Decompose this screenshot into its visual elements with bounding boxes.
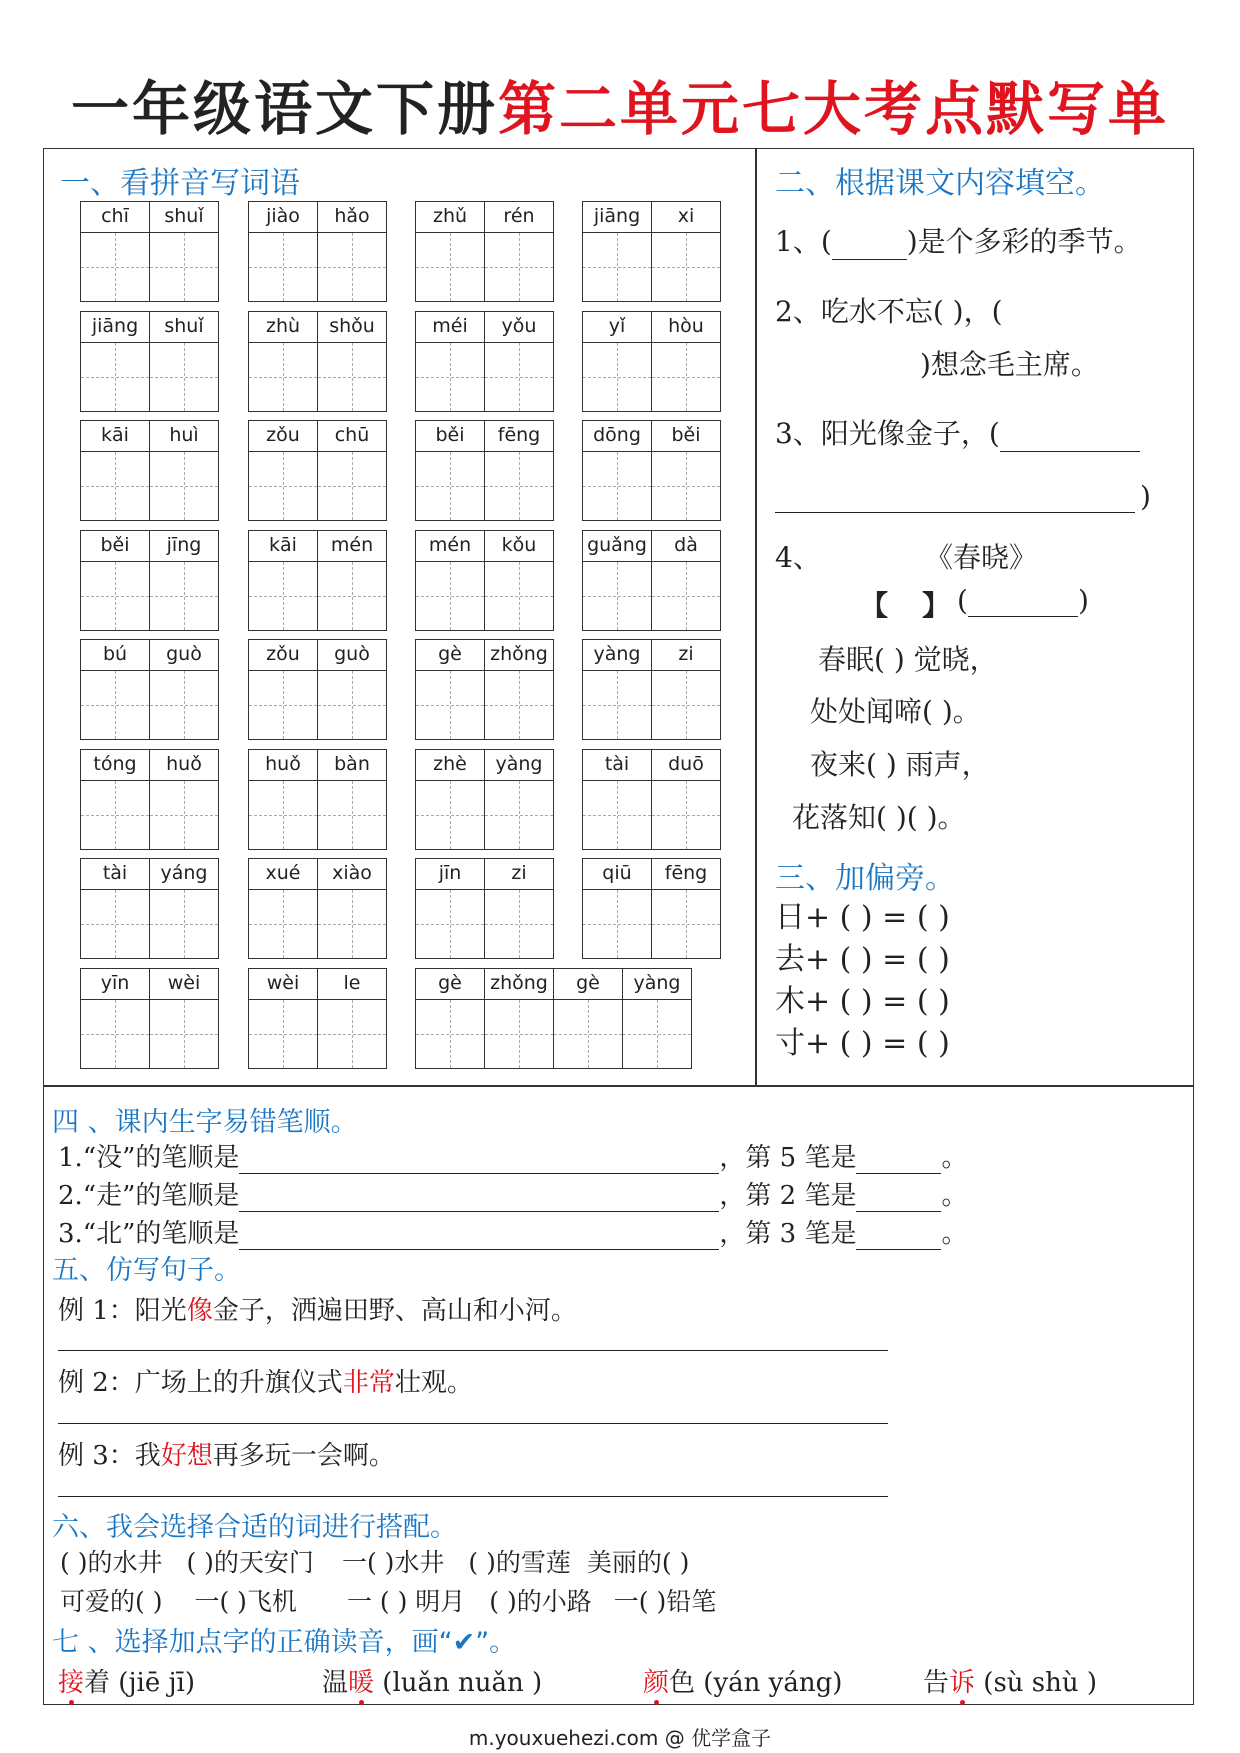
section5-title: 五、仿写句子。 — [52, 1255, 241, 1286]
fill-q3-line1: 3、阳光像金子，( — [775, 412, 1140, 452]
pinyin-cell[interactable] — [651, 749, 721, 850]
grid-guide-horizontal — [81, 815, 149, 816]
pinyin-cell[interactable] — [415, 311, 485, 412]
poem-line-3: 夜来( ) 雨声， — [810, 748, 990, 781]
title-part1: 一年级语文下册 — [70, 75, 498, 143]
pinyin-cell[interactable] — [582, 858, 652, 959]
grid-guide-horizontal — [318, 596, 386, 597]
grid-guide-horizontal — [416, 267, 484, 268]
grid-guide-horizontal — [554, 1034, 622, 1035]
grid-guide-horizontal — [583, 705, 651, 706]
pinyin-label: běi — [416, 421, 484, 452]
pinyin-cell[interactable] — [248, 530, 318, 631]
pinyin-label: hǎo — [318, 202, 386, 233]
pinyin-label: wèi — [249, 969, 317, 1000]
grid-guide-horizontal — [583, 924, 651, 925]
poem-author-bracket-left: 【 — [860, 589, 889, 622]
pinyin-label: xiào — [318, 859, 386, 890]
grid-guide-horizontal — [249, 1034, 317, 1035]
pinyin-label: gè — [554, 969, 622, 1000]
fill-q2-line1: 2、吃水不忘( )，( — [775, 295, 1003, 328]
grid-guide-horizontal — [652, 377, 720, 378]
grid-guide-horizontal — [416, 377, 484, 378]
answer-line-1 — [58, 1350, 888, 1351]
pinyin-label: jiāng — [81, 312, 149, 343]
pinyin-label: zǒu — [249, 421, 317, 452]
grid-guide-horizontal — [583, 596, 651, 597]
pinyin-cell[interactable] — [484, 639, 554, 740]
pinyin-label: huǒ — [150, 750, 218, 781]
grid-guide-horizontal — [81, 596, 149, 597]
pinyin-label: wèi — [150, 969, 218, 1000]
pinyin-cell[interactable] — [415, 530, 485, 631]
pinyin-label: zhǔ — [416, 202, 484, 233]
grid-guide-horizontal — [416, 596, 484, 597]
pinyin-cell[interactable] — [582, 749, 652, 850]
pinyin-cell[interactable] — [149, 420, 219, 521]
poem-line-1: 春眠( ) 觉晓， — [818, 643, 998, 676]
grid-guide-horizontal — [81, 705, 149, 706]
stroke-row-3: 3.“北”的笔顺是 ，第 3 笔是 。 — [58, 1219, 968, 1249]
pinyin-label: gè — [416, 969, 484, 1000]
pinyin-label: shuǐ — [150, 202, 218, 233]
pinyin-cell[interactable] — [248, 858, 318, 959]
pinyin-label: fēng — [485, 421, 553, 452]
grid-guide-horizontal — [583, 486, 651, 487]
reading-item-4: 告诉 (sù shù ) — [923, 1668, 1098, 1698]
pinyin-label: tài — [583, 750, 651, 781]
reading-item-3: 颜色 (yán yáng) — [643, 1668, 843, 1698]
pinyin-cell[interactable] — [80, 311, 150, 412]
pinyin-cell[interactable] — [582, 311, 652, 412]
grid-guide-horizontal — [583, 267, 651, 268]
section2-title: 二、根据课文内容填空。 — [775, 166, 1105, 201]
grid-guide-horizontal — [485, 924, 553, 925]
radical-row-3: 木+ ( ) = ( ) — [775, 984, 950, 1019]
pinyin-cell[interactable] — [651, 639, 721, 740]
pinyin-cell[interactable] — [484, 968, 554, 1069]
answer-line-3 — [58, 1496, 888, 1497]
grid-guide-horizontal — [150, 924, 218, 925]
grid-guide-horizontal — [318, 815, 386, 816]
pinyin-label: jiào — [249, 202, 317, 233]
pinyin-cell[interactable] — [248, 201, 318, 302]
grid-guide-horizontal — [150, 596, 218, 597]
grid-guide-horizontal — [485, 705, 553, 706]
grid-guide-horizontal — [416, 924, 484, 925]
pinyin-label: guò — [318, 640, 386, 671]
grid-guide-horizontal — [652, 267, 720, 268]
pinyin-cell[interactable] — [149, 201, 219, 302]
pinyin-label: guǎng — [583, 531, 651, 562]
fill-q4-num: 4、 — [775, 541, 821, 574]
pinyin-label: kāi — [81, 421, 149, 452]
pinyin-label: mén — [318, 531, 386, 562]
pinyin-cell[interactable] — [317, 968, 387, 1069]
pinyin-label: bú — [81, 640, 149, 671]
grid-guide-horizontal — [81, 1034, 149, 1035]
grid-guide-horizontal — [416, 815, 484, 816]
pinyin-cell[interactable] — [248, 420, 318, 521]
grid-guide-horizontal — [150, 377, 218, 378]
grid-guide-horizontal — [249, 705, 317, 706]
pinyin-cell[interactable] — [149, 311, 219, 412]
poem-line-2: 处处闻啼( )。 — [810, 695, 981, 728]
grid-guide-horizontal — [150, 705, 218, 706]
pinyin-cell[interactable] — [651, 858, 721, 959]
pinyin-cell[interactable] — [80, 201, 150, 302]
grid-guide-horizontal — [485, 1034, 553, 1035]
radical-row-4: 寸+ ( ) = ( ) — [775, 1026, 950, 1061]
grid-guide-horizontal — [150, 267, 218, 268]
pinyin-cell[interactable] — [149, 858, 219, 959]
pinyin-label: yàng — [583, 640, 651, 671]
pinyin-cell[interactable] — [484, 201, 554, 302]
grid-guide-horizontal — [416, 486, 484, 487]
pinyin-cell[interactable] — [317, 420, 387, 521]
pinyin-cell[interactable] — [415, 968, 485, 1069]
grid-guide-horizontal — [652, 596, 720, 597]
example-2: 例 2：广场上的升旗仪式非常壮观。 — [58, 1368, 473, 1398]
grid-guide-horizontal — [485, 596, 553, 597]
fill-q3-blank — [775, 512, 1135, 513]
pinyin-cell[interactable] — [484, 420, 554, 521]
pinyin-label: jīng — [150, 531, 218, 562]
section7-title: 七 、选择加点字的正确读音，画“✔”。 — [52, 1627, 517, 1658]
grid-guide-horizontal — [249, 924, 317, 925]
pinyin-label: yǐ — [583, 312, 651, 343]
pinyin-label: yàng — [485, 750, 553, 781]
radical-row-1: 日+ ( ) = ( ) — [775, 900, 950, 935]
pinyin-label: huǒ — [249, 750, 317, 781]
title-part2: 第二单元七大考点默写单 — [498, 75, 1170, 143]
pinyin-cell[interactable] — [80, 530, 150, 631]
pinyin-cell[interactable] — [149, 968, 219, 1069]
grid-guide-horizontal — [583, 377, 651, 378]
stroke-row-2: 2.“走”的笔顺是 ，第 2 笔是 。 — [58, 1181, 968, 1211]
pinyin-cell[interactable] — [317, 858, 387, 959]
grid-guide-horizontal — [416, 1034, 484, 1035]
pinyin-label: tài — [81, 859, 149, 890]
match-line-1: ( )的水井 ( )的天安门 一( )水井 ( )的雪莲 美丽的( ) — [60, 1548, 690, 1577]
pinyin-label: duō — [652, 750, 720, 781]
pinyin-cell[interactable] — [484, 749, 554, 850]
pinyin-cell[interactable] — [248, 639, 318, 740]
grid-guide-horizontal — [652, 924, 720, 925]
pinyin-label: zi — [652, 640, 720, 671]
section6-title: 六、我会选择合适的词进行搭配。 — [52, 1512, 457, 1543]
reading-item-1: 接着 (jiē jī) — [58, 1668, 195, 1698]
pinyin-label: mén — [416, 531, 484, 562]
poem-author-blank: ( ) — [957, 584, 1089, 617]
pinyin-label: dà — [652, 531, 720, 562]
pinyin-label: fēng — [652, 859, 720, 890]
pinyin-cell[interactable] — [80, 749, 150, 850]
radical-row-2: 去+ ( ) = ( ) — [775, 942, 950, 977]
pinyin-label: kāi — [249, 531, 317, 562]
example-3: 例 3：我好想再多玩一会啊。 — [58, 1441, 395, 1471]
fill-q1: 1、( )是个多彩的季节。 — [775, 225, 1142, 258]
pinyin-label: guò — [150, 640, 218, 671]
match-line-2: 可爱的( ) 一( )飞机 一 ( ) 明月 ( )的小路 一( )铅笔 — [60, 1587, 717, 1616]
footer: m.youxuehezi.com @ 优学盒子 — [468, 1726, 772, 1750]
pinyin-cell[interactable] — [149, 530, 219, 631]
pinyin-label: zhǒng — [485, 969, 553, 1000]
pinyin-cell[interactable] — [484, 858, 554, 959]
grid-guide-horizontal — [81, 924, 149, 925]
pinyin-label: jiāng — [583, 202, 651, 233]
pinyin-cell[interactable] — [582, 639, 652, 740]
pinyin-cell[interactable] — [651, 530, 721, 631]
grid-guide-horizontal — [249, 267, 317, 268]
pinyin-cell[interactable] — [80, 858, 150, 959]
grid-guide-horizontal — [318, 486, 386, 487]
pinyin-label: huì — [150, 421, 218, 452]
pinyin-label: yǒu — [485, 312, 553, 343]
stroke-row-1: 1.“没”的笔顺是 ，第 5 笔是 。 — [58, 1143, 968, 1173]
pinyin-label: shuǐ — [150, 312, 218, 343]
pinyin-cell[interactable] — [415, 420, 485, 521]
pinyin-cell[interactable] — [651, 201, 721, 302]
pinyin-label: yīn — [81, 969, 149, 1000]
pinyin-cell[interactable] — [317, 530, 387, 631]
pinyin-label: zhǒng — [485, 640, 553, 671]
poem-title: 《春晓》 — [925, 541, 1038, 574]
reading-item-2: 温暖 (luǎn nuǎn ) — [322, 1668, 543, 1698]
pinyin-label: zhè — [416, 750, 484, 781]
pinyin-cell[interactable] — [415, 749, 485, 850]
grid-guide-horizontal — [652, 815, 720, 816]
grid-guide-horizontal — [318, 924, 386, 925]
page-title — [0, 62, 1240, 146]
pinyin-cell[interactable] — [582, 420, 652, 521]
pinyin-label: tóng — [81, 750, 149, 781]
grid-guide-horizontal — [249, 815, 317, 816]
pinyin-cell[interactable] — [248, 311, 318, 412]
grid-guide-horizontal — [318, 705, 386, 706]
section1-title: 一、看拼音写词语 — [60, 166, 300, 201]
grid-guide-horizontal — [583, 815, 651, 816]
grid-guide-horizontal — [416, 705, 484, 706]
pinyin-cell[interactable] — [80, 968, 150, 1069]
pinyin-cell[interactable] — [317, 311, 387, 412]
pinyin-label: chī — [81, 202, 149, 233]
pinyin-label: zi — [485, 859, 553, 890]
pinyin-label: yáng — [150, 859, 218, 890]
grid-guide-horizontal — [318, 267, 386, 268]
pinyin-label: kǒu — [485, 531, 553, 562]
grid-guide-horizontal — [485, 267, 553, 268]
pinyin-label: zǒu — [249, 640, 317, 671]
pinyin-cell[interactable] — [582, 530, 652, 631]
pinyin-cell[interactable] — [317, 201, 387, 302]
pinyin-label: jīn — [416, 859, 484, 890]
pinyin-label: xi — [652, 202, 720, 233]
pinyin-cell[interactable] — [651, 311, 721, 412]
grid-guide-horizontal — [249, 596, 317, 597]
pinyin-cell[interactable] — [415, 639, 485, 740]
grid-guide-horizontal — [318, 377, 386, 378]
pinyin-cell[interactable] — [484, 530, 554, 631]
grid-guide-horizontal — [81, 377, 149, 378]
pinyin-cell[interactable] — [149, 749, 219, 850]
pinyin-label: chū — [318, 421, 386, 452]
pinyin-cell[interactable] — [415, 201, 485, 302]
grid-guide-horizontal — [81, 486, 149, 487]
example-1: 例 1：阳光像金子，洒遍田野、高山和小河。 — [58, 1296, 577, 1326]
answer-line-2 — [58, 1423, 888, 1424]
pinyin-cell[interactable] — [553, 968, 623, 1069]
poem-line-4: 花落知( )( )。 — [792, 801, 966, 834]
pinyin-label: le — [318, 969, 386, 1000]
grid-guide-horizontal — [485, 815, 553, 816]
pinyin-label: rén — [485, 202, 553, 233]
grid-guide-horizontal — [249, 377, 317, 378]
fill-q2-line2: )想念毛主席。 — [920, 348, 1099, 381]
pinyin-cell[interactable] — [80, 639, 150, 740]
pinyin-label: yàng — [623, 969, 691, 1000]
pinyin-label: shǒu — [318, 312, 386, 343]
pinyin-label: zhù — [249, 312, 317, 343]
grid-guide-horizontal — [485, 377, 553, 378]
pinyin-label: méi — [416, 312, 484, 343]
pinyin-label: hòu — [652, 312, 720, 343]
grid-guide-horizontal — [249, 486, 317, 487]
pinyin-label: gè — [416, 640, 484, 671]
pinyin-cell[interactable] — [80, 420, 150, 521]
pinyin-cell[interactable] — [317, 639, 387, 740]
section4-title: 四 、课内生字易错笔顺。 — [52, 1107, 358, 1138]
grid-guide-horizontal — [150, 1034, 218, 1035]
grid-guide-horizontal — [150, 486, 218, 487]
pinyin-cell[interactable] — [149, 639, 219, 740]
pinyin-label: běi — [652, 421, 720, 452]
fill-q3-end: ) — [1140, 480, 1151, 513]
pinyin-cell[interactable] — [415, 858, 485, 959]
grid-guide-horizontal — [652, 705, 720, 706]
grid-guide-horizontal — [150, 815, 218, 816]
pinyin-cell[interactable] — [622, 968, 692, 1069]
section3-title: 三、加偏旁。 — [775, 861, 955, 896]
pinyin-label: qiū — [583, 859, 651, 890]
pinyin-label: xué — [249, 859, 317, 890]
pinyin-label: bàn — [318, 750, 386, 781]
pinyin-cell[interactable] — [248, 749, 318, 850]
grid-guide-horizontal — [485, 486, 553, 487]
pinyin-cell[interactable] — [248, 968, 318, 1069]
pinyin-label: běi — [81, 531, 149, 562]
grid-guide-horizontal — [652, 486, 720, 487]
grid-guide-horizontal — [318, 1034, 386, 1035]
pinyin-cell[interactable] — [651, 420, 721, 521]
grid-guide-horizontal — [81, 267, 149, 268]
grid-guide-horizontal — [623, 1034, 691, 1035]
pinyin-cell[interactable] — [582, 201, 652, 302]
poem-author-bracket-right: 】 — [922, 589, 951, 622]
pinyin-cell[interactable] — [484, 311, 554, 412]
pinyin-cell[interactable] — [317, 749, 387, 850]
pinyin-label: dōng — [583, 421, 651, 452]
